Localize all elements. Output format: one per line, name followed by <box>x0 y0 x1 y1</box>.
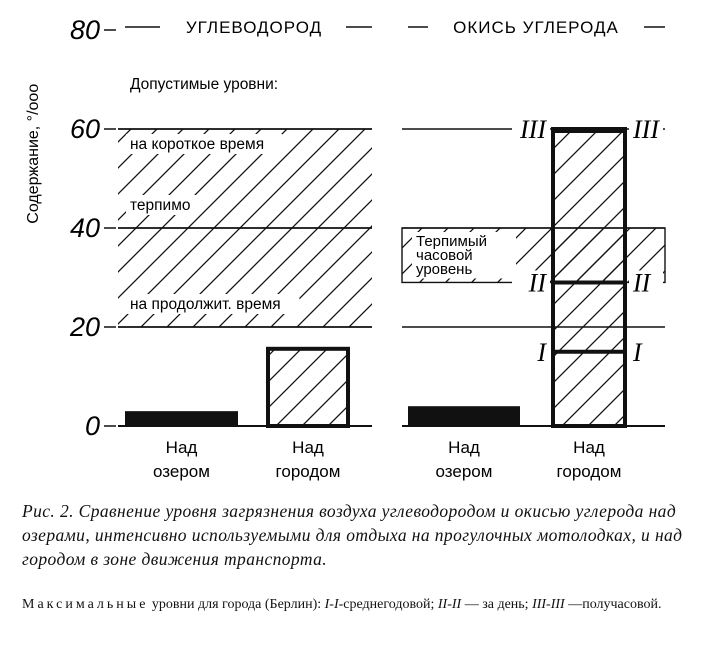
band-label-line: уровень <box>416 261 473 278</box>
band-label-line: часовой <box>416 247 473 264</box>
note-text-2: -среднегодовой; <box>338 597 438 612</box>
level-marker-right: II <box>633 268 651 298</box>
bar-over-city <box>268 349 348 426</box>
note-lead: Максимальные <box>22 597 149 612</box>
note-level-II: II-II <box>437 597 462 612</box>
level-marker-right: III <box>633 115 659 144</box>
note-level-I: I-I <box>324 597 339 612</box>
category-label: Над <box>448 438 480 457</box>
level-marker-right: I <box>633 337 642 367</box>
level-label: на короткое время <box>130 136 265 153</box>
panel-title: УГЛЕВОДОРОД <box>185 18 323 37</box>
level-label: терпимо <box>130 197 191 214</box>
level-marker-left: I <box>537 337 546 367</box>
category-label: Над <box>165 438 198 457</box>
bar-over-lake <box>408 406 520 426</box>
y-axis-label: Содержание, °/ооо <box>25 83 42 224</box>
category-label: городом <box>556 462 622 481</box>
y-tick-label: 60 <box>69 114 100 144</box>
note-level-III: III-III <box>532 597 565 612</box>
y-axis <box>25 15 116 441</box>
y-tick-label: 0 <box>84 411 100 441</box>
category-label: озером <box>153 462 210 481</box>
panel-title: ОКИСЬ УГЛЕРОДА <box>453 18 619 37</box>
note-text-3: — за день; <box>461 597 533 612</box>
level-label: на продолжит. время <box>130 296 281 313</box>
hydrocarbon-panel <box>118 18 372 481</box>
y-tick-label: 40 <box>69 213 100 243</box>
category-label: озером <box>435 462 493 481</box>
figure-caption: Рис. 2. Сравнение уровня загрязнения воздуха углеводородом и окисью углерода над озерами, интенсивно используемыми для отдыха на прогулочных мотолодках, и над городом в зоне движения транспорта. <box>22 501 683 569</box>
level-marker-left: III <box>520 115 546 144</box>
y-tick-label: 80 <box>69 15 100 45</box>
level-marker-left: II <box>528 268 546 298</box>
category-label: Над <box>573 438 605 457</box>
category-label: городом <box>275 462 341 481</box>
figure-note <box>22 595 694 614</box>
carbon-monoxide-panel <box>402 18 665 481</box>
zone-label: Допустимые уровни: <box>130 76 279 93</box>
note-text-1: уровни для города (Берлин): <box>148 597 325 612</box>
bar-over-city <box>553 131 625 426</box>
y-tick-label: 20 <box>69 312 100 342</box>
bar-over-lake <box>125 411 238 426</box>
band-label-line: Терпимый <box>416 233 487 250</box>
category-label: Над <box>292 438 324 457</box>
note-text-4: —получасовой. <box>564 597 662 612</box>
